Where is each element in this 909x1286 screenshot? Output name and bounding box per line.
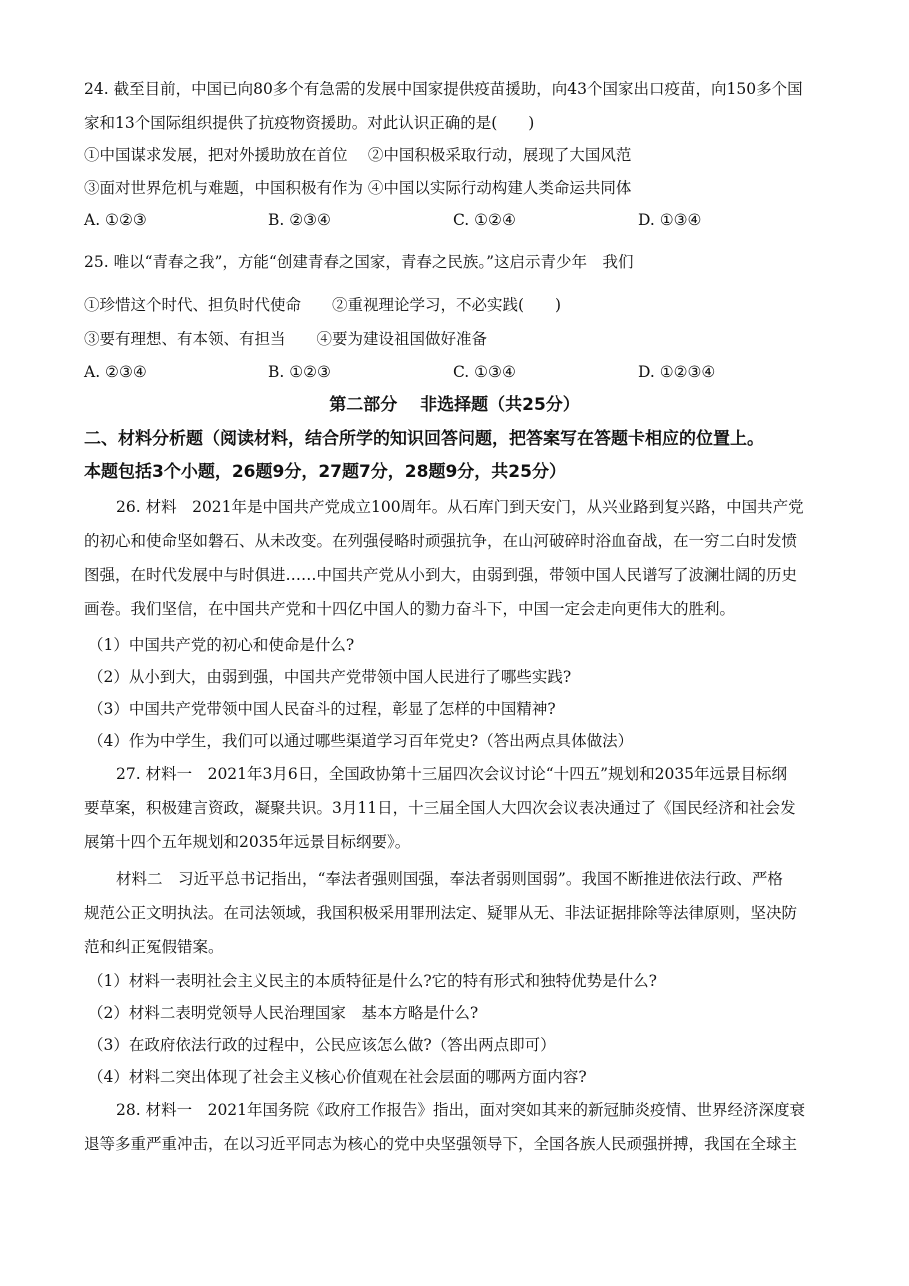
section2-heading-line2: 本题包括3个小题，26题9分，27题7分，28题9分，共25分） (84, 462, 566, 482)
q24-option-d[interactable]: D. ①③④ (638, 211, 702, 229)
q27-material2-line3: 范和纠正冤假错案。 (84, 938, 224, 956)
section2-heading-line1: 二、材料分析题（阅读材料，结合所学的知识回答问题，把答案写在答题卡相应的位置上。 (84, 429, 764, 449)
q28-material1-line2: 退等多重严重冲击，在以习近平同志为核心的党中央坚强领导下，全国各族人民顽强拼搏，我国在全球主 (84, 1135, 798, 1153)
q24-option-b[interactable]: B. ②③④ (268, 211, 331, 229)
q27-material2-line1: 材料二 习近平总书记指出，“奉法者强则国强，奉法者弱则国弱”。我国不断推进依法行政、严格 (116, 870, 783, 888)
q24-items-3-4: ③面对世界危机与难题，中国积极有作为 ④中国以实际行动构建人类命运共同体 (84, 179, 632, 197)
q24-option-a[interactable]: A. ①②③ (84, 211, 147, 229)
q27-question-2: （2）材料二表明党领导人民治理国家 基本方略是什么? (88, 1004, 479, 1022)
q25-option-c[interactable]: C. ①③④ (453, 363, 516, 381)
q24-stem-line1: 24. 截至目前，中国已向80多个有急需的发展中国家提供疫苗援助，向43个国家出口疫苗，向150多个国 (84, 80, 803, 98)
q27-question-4: （4）材料二突出体现了社会主义核心价值观在社会层面的哪两方面内容? (88, 1068, 587, 1086)
q26-material-line3: 图强，在时代发展中与时俱进……中国共产党从小到大，由弱到强，带领中国人民谱写了波澜壮阔的历史 (84, 566, 798, 584)
q24-stem-line2: 家和13个国际组织提供了抗疫物资援助。对此认识正确的是( ) (84, 114, 535, 132)
q27-material2-line2: 规范公正文明执法。在司法领域，我国积极采用罪刑法定、疑罪从无、非法证据排除等法律原则，坚决防 (84, 904, 798, 922)
q26-question-3: （3）中国共产党带领中国人民奋斗的过程，彰显了怎样的中国精神? (88, 700, 556, 718)
q26-question-4: （4）作为中学生，我们可以通过哪些渠道学习百年党史?（答出两点具体做法） (88, 732, 634, 750)
q26-material-line4: 画卷。我们坚信，在中国共产党和十四亿中国人的勠力奋斗下，中国一定会走向更伟大的胜利。 (84, 600, 736, 618)
q24-items-1-2: ①中国谋求发展，把对外援助放在首位 ②中国积极采取行动，展现了大国风范 (84, 146, 632, 164)
q24-option-c[interactable]: C. ①②④ (453, 211, 516, 229)
q27-material1-line3: 展第十四个五年规划和2035年远景目标纲要》。 (84, 833, 411, 851)
q27-question-1: （1）材料一表明社会主义民主的本质特征是什么?它的特有形式和独特优势是什么? (88, 972, 657, 990)
q25-option-a[interactable]: A. ②③④ (84, 363, 147, 381)
q25-items-3-4: ③要有理想、有本领、有担当 ④要为建设祖国做好准备 (84, 330, 488, 348)
q28-material1-line1: 28. 材料一 2021年国务院《政府工作报告》指出，面对突如其来的新冠肺炎疫情、世界经济深度衰 (116, 1101, 806, 1119)
part2-title: 第二部分 非选择题（共25分） (329, 395, 580, 415)
q27-material1-line2: 要草案，积极建言资政，凝聚共识。3月11日，十三届全国人大四次会议表决通过了《国民经济和社会发 (84, 799, 796, 817)
q25-option-b[interactable]: B. ①②③ (268, 363, 331, 381)
q27-question-3: （3）在政府依法行政的过程中，公民应该怎么做?（答出两点即可） (88, 1036, 556, 1054)
q26-material-line1: 26. 材料 2021年是中国共产党成立100周年。从石库门到天安门，从兴业路到复兴路，中国共产党 (116, 498, 804, 516)
q26-material-line2: 的初心和使命坚如磐石、从未改变。在列强侵略时顽强抗争，在山河破碎时浴血奋战，在一穷二白时发愤 (84, 532, 798, 550)
q27-material1-line1: 27. 材料一 2021年3月6日，全国政协第十三届四次会议讨论“十四五”规划和2035年远景目标纲 (116, 765, 788, 783)
q25-items-1-2: ①珍惜这个时代、担负时代使命 ②重视理论学习，不必实践( ) (84, 296, 562, 314)
q26-question-2: （2）从小到大，由弱到强，中国共产党带领中国人民进行了哪些实践? (88, 668, 572, 686)
q25-stem: 25. 唯以“青春之我”，方能“创建青春之国家，青春之民族。”这启示青少年 我们 (84, 253, 634, 271)
q25-option-d[interactable]: D. ①②③④ (638, 363, 716, 381)
q26-question-1: （1）中国共产党的初心和使命是什么? (88, 636, 355, 654)
